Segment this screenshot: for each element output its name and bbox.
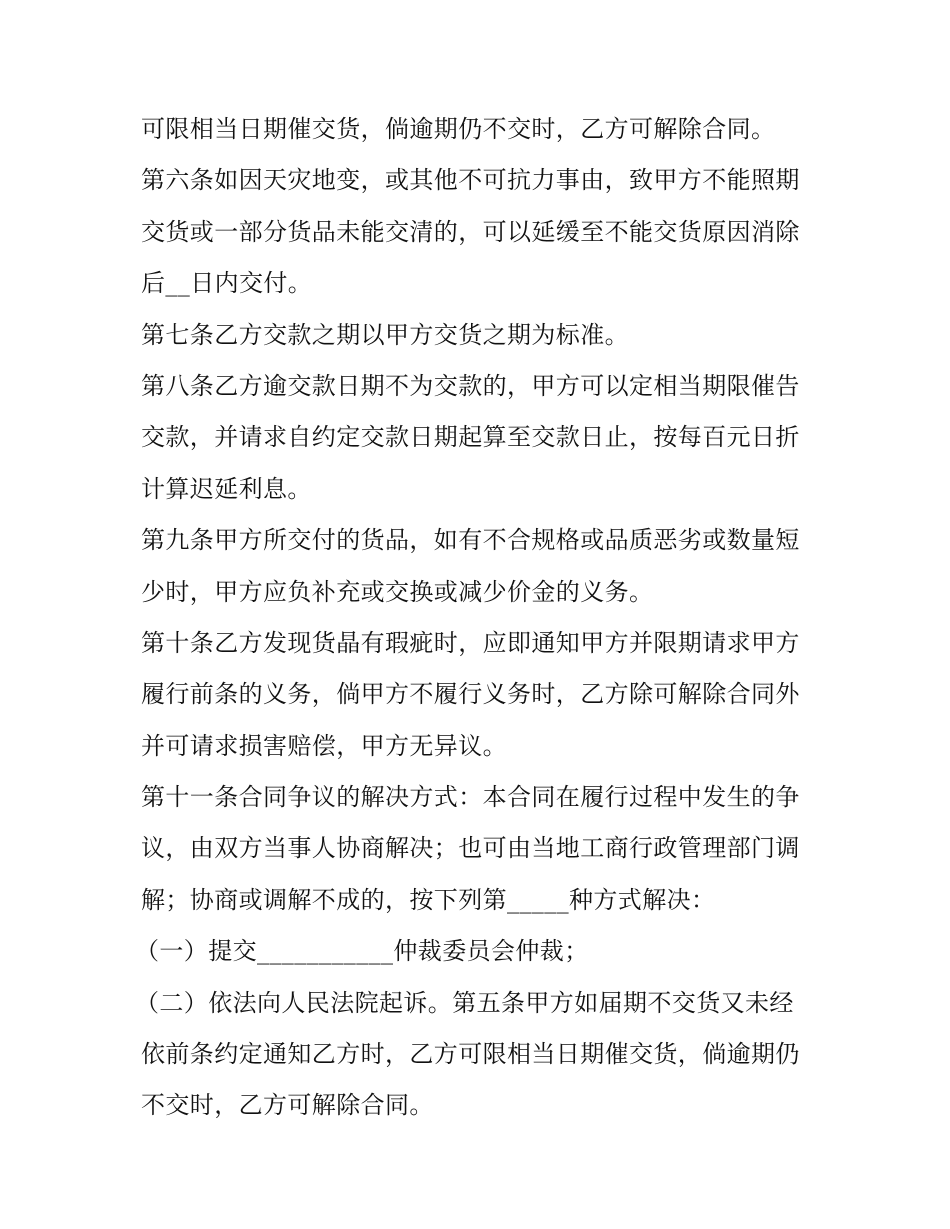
text-line: 第十条乙方发现货晶有瑕疵时，应即通知甲方并限期请求甲方 bbox=[141, 628, 800, 657]
text-line: （一）提交___________仲裁委员会仲裁； bbox=[135, 937, 589, 966]
text-line: 议，由双方当事人协商解决；也可由当地工商行政管理部门调 bbox=[141, 834, 800, 863]
text-line: 第六条如因天灾地变，或其他不可抗力事由，致甲方不能照期 bbox=[141, 166, 800, 195]
text-line: 后__日内交付。 bbox=[141, 269, 313, 298]
text-line: 解；协商或调解不成的，按下列第_____种方式解决： bbox=[141, 885, 716, 914]
text-line: 少时，甲方应负补充或交换或减少价金的义务。 bbox=[141, 577, 654, 606]
text-line: （二）依法向人民法院起诉。第五条甲方如届期不交货又未经 bbox=[135, 988, 794, 1017]
text-line: 第十一条合同争议的解决方式：本合同在履行过程中发生的争 bbox=[141, 783, 800, 812]
text-line: 第九条甲方所交付的货品，如有不合规格或品质恶劣或数量短 bbox=[141, 526, 800, 555]
text-line: 交款，并请求自约定交款日期起算至交款日止，按每百元日折 bbox=[141, 423, 800, 452]
text-line: 可限相当日期催交货，倘逾期仍不交时，乙方可解除合同。 bbox=[141, 115, 776, 143]
text-line: 不交时，乙方可解除合同。 bbox=[141, 1091, 434, 1120]
text-line: 第七条乙方交款之期以甲方交货之期为标准。 bbox=[141, 320, 629, 349]
text-line: 履行前条的义务，倘甲方不履行义务时，乙方除可解除合同外 bbox=[141, 680, 800, 709]
document-body bbox=[135, 104, 821, 1132]
text-line: 依前条约定通知乙方时，乙方可限相当日期催交货，倘逾期仍 bbox=[141, 1040, 800, 1069]
text-line: 第八条乙方逾交款日期不为交款的，甲方可以定相当期限催告 bbox=[141, 371, 800, 400]
text-line: 交货或一部分货品未能交清的，可以延缓至不能交货原因消除 bbox=[141, 217, 800, 246]
text-line: 计算迟延利息。 bbox=[141, 474, 312, 503]
text-line: 并可请求损害赔偿，甲方无异议。 bbox=[141, 731, 507, 760]
